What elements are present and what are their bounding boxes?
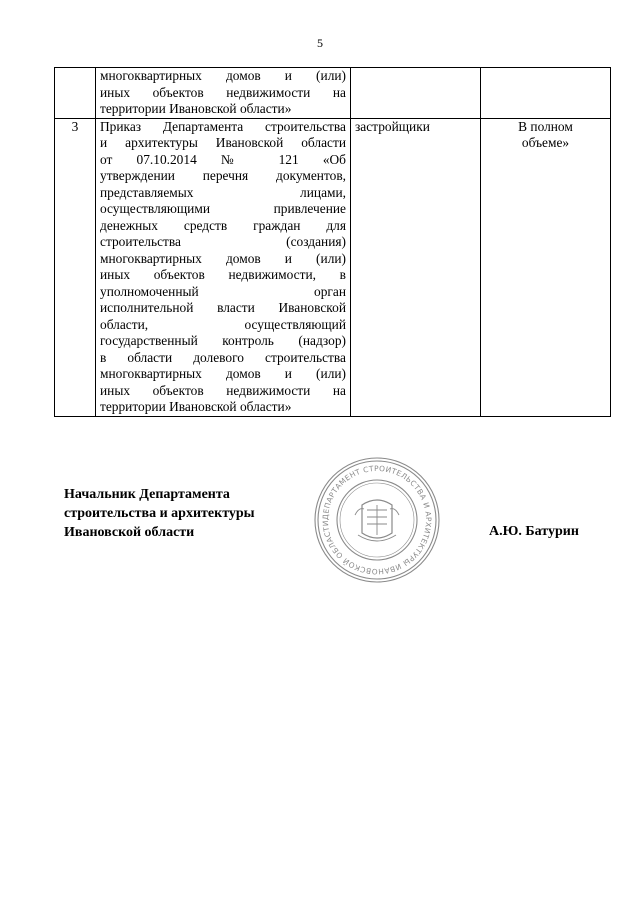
text-line: многоквартирных домов и (или) [100, 366, 346, 381]
document-table [54, 67, 611, 417]
document-text-cell [96, 68, 351, 119]
table-row [55, 118, 611, 416]
signer-position [64, 485, 255, 542]
text-line: территории Ивановской области» [100, 101, 292, 116]
row-number-cell: 3 [55, 118, 96, 416]
signer-line: строительства и архитектуры [64, 506, 255, 521]
seal-text: ДЕПАРТАМЕНТ СТРОИТЕЛЬСТВА И АРХИТЕКТУРЫ ИВАНОВСКОЙ ОБЛАСТИ [320, 463, 434, 577]
text-line: представляемых лицами, [100, 184, 346, 200]
text-line: осуществляющими привлечение [100, 201, 346, 216]
document-text-cell [96, 118, 351, 416]
text-line: иных объектов недвижимости на [100, 84, 346, 100]
text-line: строительства (создания) [100, 234, 346, 249]
text-line: иных объектов недвижимости, в [100, 267, 346, 282]
table-row [55, 68, 611, 119]
text-line: территории Ивановской области» [100, 399, 292, 414]
applicant-cell: застройщики [351, 118, 481, 416]
official-seal [312, 455, 442, 585]
text-line: многоквартирных домов и (или) [100, 250, 346, 266]
row-number-cell [55, 68, 96, 119]
scope-line: В полном [518, 118, 573, 134]
scope-line: объеме» [521, 135, 570, 150]
text-line: иных объектов недвижимости на [100, 382, 346, 398]
text-line: денежных средств граждан для [100, 217, 346, 233]
text-line: от 07.10.2014 № 121 «Об [100, 151, 346, 167]
signer-line: Начальник Департамента [64, 487, 230, 502]
text-line: и архитектуры Ивановской области [100, 135, 346, 150]
signer-name: А.Ю. Батурин [489, 524, 579, 539]
signer-line: Ивановской области [64, 525, 195, 540]
text-line: исполнительной власти Ивановской [100, 300, 346, 315]
scope-cell [481, 68, 611, 119]
text-line: Приказ Департамента строительства [100, 118, 346, 134]
text-line: в области долевого строительства [100, 349, 346, 365]
scope-cell [481, 118, 611, 416]
applicant-cell [351, 68, 481, 119]
text-line: многоквартирных домов и (или) [100, 68, 346, 83]
text-line: утверждении перечня документов, [100, 168, 346, 183]
text-line: уполномоченный орган [100, 283, 346, 299]
text-line: государственный контроль (надзор) [100, 333, 346, 348]
page-number: 5 [317, 36, 323, 50]
text-line: области, осуществляющий [100, 316, 346, 332]
